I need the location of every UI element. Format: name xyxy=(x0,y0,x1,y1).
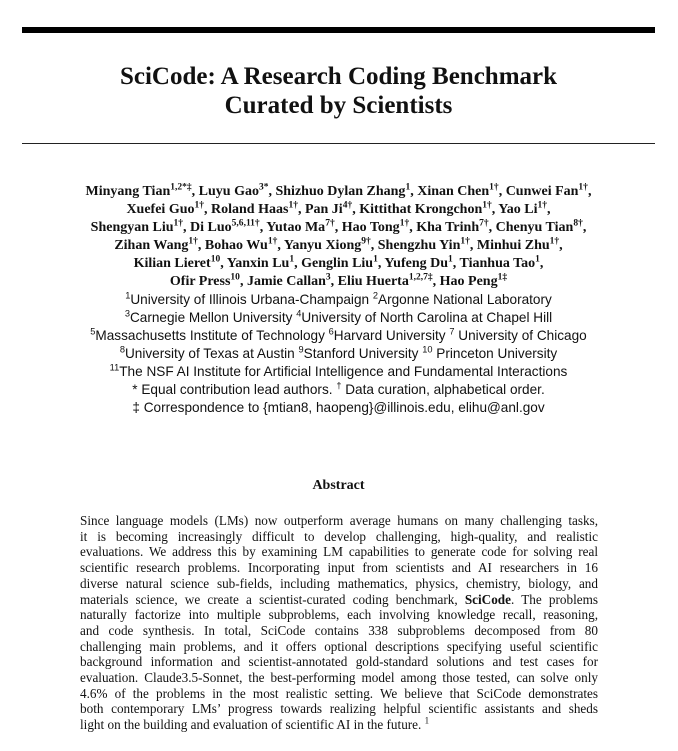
affiliation-list xyxy=(22,291,655,417)
abstract-line: naturally factorize into multiple subproblems, each involving knowledge recall, reasoning, xyxy=(80,607,598,623)
author-affiliation-mark: 1† xyxy=(578,182,588,193)
affiliation-mark: 1 xyxy=(125,290,131,301)
author-affiliation-mark: 1† xyxy=(288,200,298,211)
author-name: Zihan Wang xyxy=(114,238,189,253)
footnote-mark: 1 xyxy=(424,715,430,726)
affiliation-mark: 6 xyxy=(328,326,334,337)
author-affiliation-mark: 1 xyxy=(535,254,540,265)
author-affiliation-mark: 1† xyxy=(549,236,560,247)
author-affiliation-mark: 1† xyxy=(194,200,205,211)
author-name: Yufeng Du xyxy=(384,256,448,271)
author-name: Bohao Wu xyxy=(204,238,268,253)
author-affiliation-mark: 1 xyxy=(289,254,295,265)
author-line: Ofir Press$^{10}$, Jamie Callan$^3$, Eliu Huerta$^{1,2,7\ddagger}$, Hao Peng$^{1\ddagger}$ xyxy=(169,272,508,289)
author-name: Yutao Ma xyxy=(266,220,326,235)
author-name: Kilian Lieret xyxy=(133,256,211,271)
affiliation-mark: 9 xyxy=(298,344,304,355)
author-name: Kittithat Krongchon xyxy=(359,202,483,217)
author-affiliation-mark: 1† xyxy=(188,236,198,247)
author-affiliation-mark: 9† xyxy=(361,236,371,247)
author-affiliation-mark: 7† xyxy=(325,218,335,229)
author-affiliation-mark: 1 xyxy=(373,254,378,265)
author-affiliation-mark: 1† xyxy=(537,200,548,211)
abstract-body xyxy=(80,513,598,733)
abstract-line: diverse natural science sub-fields, including mathematics, physics, chemistry, biology, and xyxy=(80,575,598,591)
author-name: Ofir Press xyxy=(169,274,231,289)
author-affiliation-mark: 3 xyxy=(325,272,331,283)
affiliation-mark: 4 xyxy=(296,308,302,319)
affiliation-line: $^5$Massachusetts Institute of Technology $^6$Harvard University $^7$ University of Chicago xyxy=(90,326,587,343)
title-line-2: Curated by Scientists xyxy=(224,92,453,119)
author-name: Yanxin Lu xyxy=(226,256,290,271)
abstract-line: evaluations. We address this by examining LM capabilities to generate code for solving real xyxy=(80,544,598,560)
author-name: Yanyu Xiong xyxy=(283,238,362,253)
author-affiliation-mark: 10 xyxy=(210,254,221,265)
top-rule xyxy=(22,27,655,33)
affiliation-mark: 11 xyxy=(109,362,120,373)
abstract-line: materials science, we create a scientist-curated coding benchmark, SciCode. The problems xyxy=(80,591,598,607)
abstract-line: scientific research problems. Incorporating input from scientists and AI researchers in 16 xyxy=(80,560,598,576)
affiliation-mark: 7 xyxy=(449,326,455,337)
author-name: Luyu Gao xyxy=(198,184,259,199)
author-name: Genglin Liu xyxy=(301,256,374,271)
author-name: Shizhuo Dylan Zhang xyxy=(275,184,406,199)
author-affiliation-mark: 7† xyxy=(479,218,489,229)
abstract-heading: Abstract xyxy=(312,478,365,493)
affiliation-mark: † xyxy=(336,380,342,391)
affiliation-mark: 8 xyxy=(119,344,125,355)
author-affiliation-mark: 5,6,11† xyxy=(231,218,260,229)
author-affiliation-mark: 1† xyxy=(173,218,184,229)
affiliation-line: $^{11}$The NSF AI Institute for Artificial Intelligence and Fundamental Interactions xyxy=(109,362,568,379)
author-name: Kha Trinh xyxy=(416,220,480,235)
author-name: Roland Haas xyxy=(211,202,289,217)
affiliation-mark: 3 xyxy=(124,308,130,319)
author-affiliation-mark: 1 xyxy=(405,182,411,193)
author-name: Hao Tong xyxy=(341,220,400,235)
author-affiliation-mark: 3* xyxy=(258,182,269,193)
title-line-1: SciCode: A Research Coding Benchmark xyxy=(119,63,558,90)
author-line: Zihan Wang$^{1\dagger}$, Bohao $Wu^{1\dagger}$, Yanyu Xiong$^{9\dagger}$, Shengzhu Yin$^{1\dagger}$, Minhui Zhu$^{1\dagger}$, xyxy=(114,236,563,253)
affiliation-line: ‡ Correspondence to {mtian8, haopeng}@illinois.edu, elihu@anl.gov xyxy=(132,400,545,415)
author-name: Tianhua Tao xyxy=(459,256,536,271)
abstract-line: and code synthesis. In total, SciCode contains 338 subproblems decomposed from 80 xyxy=(80,622,598,638)
author-name: Shengyan Liu xyxy=(90,220,174,235)
author-name: Yao Li xyxy=(498,202,538,217)
author-name: Cunwei Fan xyxy=(505,184,579,199)
author-name: Minhui Zhu xyxy=(476,238,550,253)
author-affiliation-mark: 1† xyxy=(399,218,410,229)
author-name: Di Luo xyxy=(190,220,232,235)
author-name: Eliu Huerta xyxy=(337,274,409,289)
author-line: Minyang Tian$^{1,2*\ddagger}$, Luyu Gao$^{3*}$, Shizhuo Dylan Zhang$^1$, Xinan Chen$^{1\dagger}$, Cunwei Fan$^{1\dagger}$, xyxy=(85,182,592,199)
author-name: Xinan Chen xyxy=(417,184,490,199)
abstract-line: light on the building and evaluation of scientific AI in the future. $^1$ xyxy=(80,715,430,733)
affiliation-mark: 10 xyxy=(422,344,433,355)
abstract-line: both contemporary LMs’ progress towards realizing helpful scientific assistants and sheds xyxy=(80,701,598,717)
author-line: Shengyan Liu$^{1\dagger}$, Di Luo$^{5,6,11\dagger}$, Yutao $Ma^{7\dagger}$, Hao Tong$^{1\dagger}$, Kha Trinh$^{7\dagger}$, Chenyu Tian$^{8\dagger}$, xyxy=(90,218,587,235)
author-affiliation-mark: 1† xyxy=(460,236,470,247)
author-affiliation-mark: 1† xyxy=(267,236,278,247)
affiliation-line: $^3$Carnegie Mellon University $^4$University of North Carolina at Chapel Hill xyxy=(124,308,553,325)
author-list xyxy=(22,183,655,291)
abstract-line: 4.6% of the problems in the most realistic setting. We believe that SciCode demonstrates xyxy=(80,685,598,701)
title-rule xyxy=(22,143,655,144)
author-affiliation-mark: 1,2,7‡ xyxy=(408,272,433,283)
author-affiliation-mark: 1 xyxy=(448,254,453,265)
affiliation-line: * Equal contribution lead authors. † Data curation, alphabetical order. xyxy=(132,380,545,397)
abstract-line: it is becoming increasingly difficult to develop challenging, high-quality, and realistic xyxy=(80,528,598,544)
author-name: Jamie Callan xyxy=(246,274,326,289)
abstract-line: challenging main problems, and it offers optional descriptions specifying useful scientific xyxy=(80,638,598,654)
author-name: Minyang Tian xyxy=(85,184,171,199)
author-line: Xuefei Guo$^{1\dagger}$, Roland Haas$^{1\dagger}$, Pan $Ji^{4\dagger}$, Kittithat Krongchon$^{1\dagger}$, Yao $Li^{1\dagger}$, xyxy=(126,200,551,217)
author-name: Xuefei Guo xyxy=(126,202,195,217)
affiliation-mark: 2 xyxy=(372,290,378,301)
author-affiliation-mark: 10 xyxy=(230,272,240,283)
paper-title xyxy=(22,62,655,120)
benchmark-name: SciCode xyxy=(464,591,511,607)
author-affiliation-mark: 1‡ xyxy=(497,272,508,283)
author-affiliation-mark: 4† xyxy=(342,200,353,211)
affiliation-line: $^8$University of Texas at Austin $^9$Stanford University $^{10}$ Princeton University xyxy=(119,344,558,361)
abstract-line: evaluation. Claude3.5-Sonnet, the best-performing model among those tested, can solve only xyxy=(80,670,598,686)
affiliation-mark: 5 xyxy=(90,326,96,337)
author-affiliation-mark: 1,2*‡ xyxy=(170,182,192,193)
abstract-line: Since language models (LMs) now outperform average humans on many challenging tasks, xyxy=(80,513,598,528)
affiliation-line: $^1$University of Illinois Urbana-Champaign $^2$Argonne National Laboratory xyxy=(125,290,552,307)
author-affiliation-mark: 1† xyxy=(482,200,492,211)
author-name: Pan Ji xyxy=(304,202,343,217)
author-name: Hao Peng xyxy=(439,274,498,289)
abstract-line: background information and scientist-annotated gold-standard solutions and test cases for xyxy=(80,654,598,670)
author-block xyxy=(22,183,655,417)
author-line: Kilian Lieret$^{10}$, Yanxin Lu$^1$, Genglin Liu$^1$, Yufeng Du$^1$, Tianhua Tao$^1$, xyxy=(133,254,544,271)
author-name: Chenyu Tian xyxy=(495,220,574,235)
author-name: Shengzhu Yin xyxy=(377,238,461,253)
author-affiliation-mark: 8† xyxy=(573,218,583,229)
author-affiliation-mark: 1† xyxy=(489,182,499,193)
